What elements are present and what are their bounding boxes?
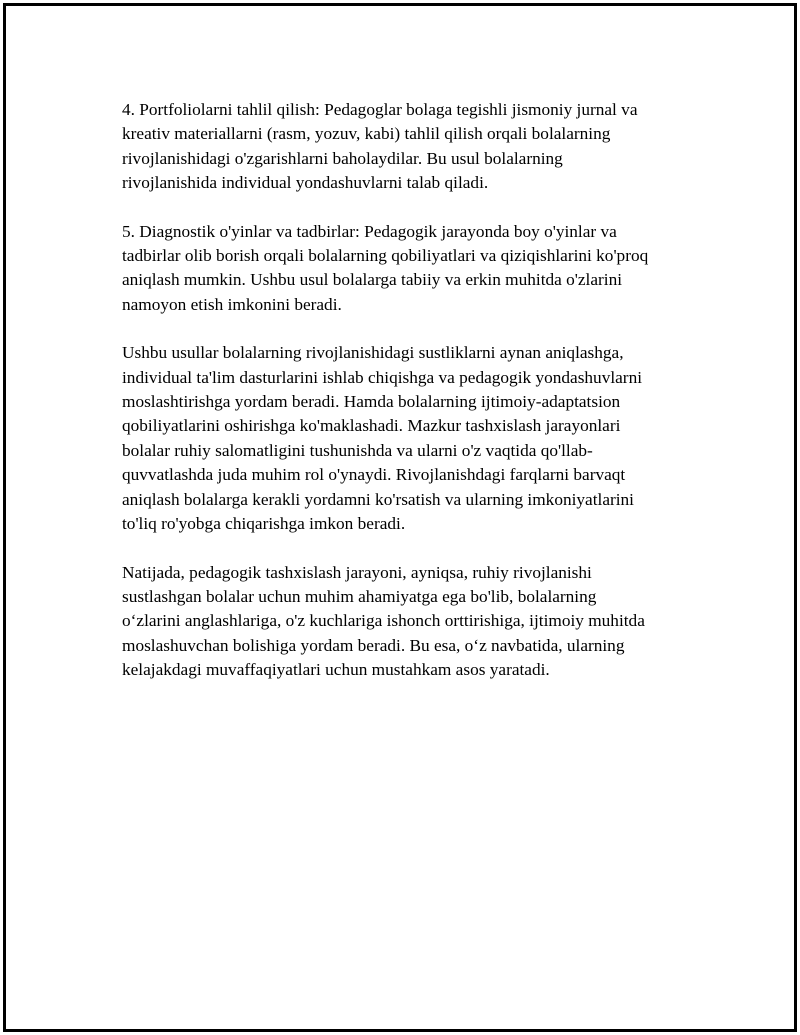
paragraph-conclusion: Natijada, pedagogik tashxislash jarayoni, ayniqsa, ruhiy rivojlanishi sustlashgan bolalar uchun muhim ahamiyatga ega bo'lib, bolalarning o‘zlarini anglashlariga, o'z kuchlariga ishonch orttirishiga, ijtimoiy muhitda moslashuvchan bolishiga yordam beradi. Bu esa, o‘z navbatida, ularning kelajakdagi muvaffaqiyatlari uchun mustahkam asos yaratadi. bbox=[122, 562, 645, 680]
paragraph-methods-summary: Ushbu usullar bolalarning rivojlanishidagi sustliklarni aynan aniqlashga, individual ta'lim dasturlarini ishlab chiqishga va pedagogik yondashuvlarni moslashtirishga yordam beradi. Hamda bolalarning ijtimoiy-adaptatsion qobiliyatlarini oshirishga ko'maklashadi. Mazkur tashxislash jarayonlari bolalar ruhiy salomatligini tushunishda va ularni o'z vaqtida qo'llab- quvvatlashda juda muhim rol o'ynaydi. Rivojlanishdagi farqlarni barvaqt aniqlash bolalarga kerakli yordamni ko'rsatish va ularning imkoniyatlarini to'liq ro'yobga chiqarishga imkon beradi. bbox=[122, 343, 643, 534]
paragraph-portfolio-analysis: 4. Portfoliolarni tahlil qilish: Pedagoglar bolaga tegishli jismoniy jurnal va kreativ materiallarni (rasm, yozuv, kabi) tahlil qilish orqali bolalarning rivojlanishidagi o'zgarishlarni baholaydilar. Bu usul bolalarning rivojlanishida individual yondashuvlarni talab qiladi. bbox=[122, 100, 638, 193]
paragraph-diagnostic-games: 5. Diagnostik o'yinlar va tadbirlar: Pedagogik jarayonda boy o'yinlar va tadbirlar olib borish orqali bolalarning qobiliyatlari va qiziqishlarini ko'proq aniqlash mumkin. Ushbu usul bolalarga tabiiy va erkin muhitda o'zlarini namoyon etish imkonini beradi. bbox=[122, 221, 649, 314]
page-border bbox=[3, 3, 797, 1032]
document-body bbox=[122, 98, 712, 707]
